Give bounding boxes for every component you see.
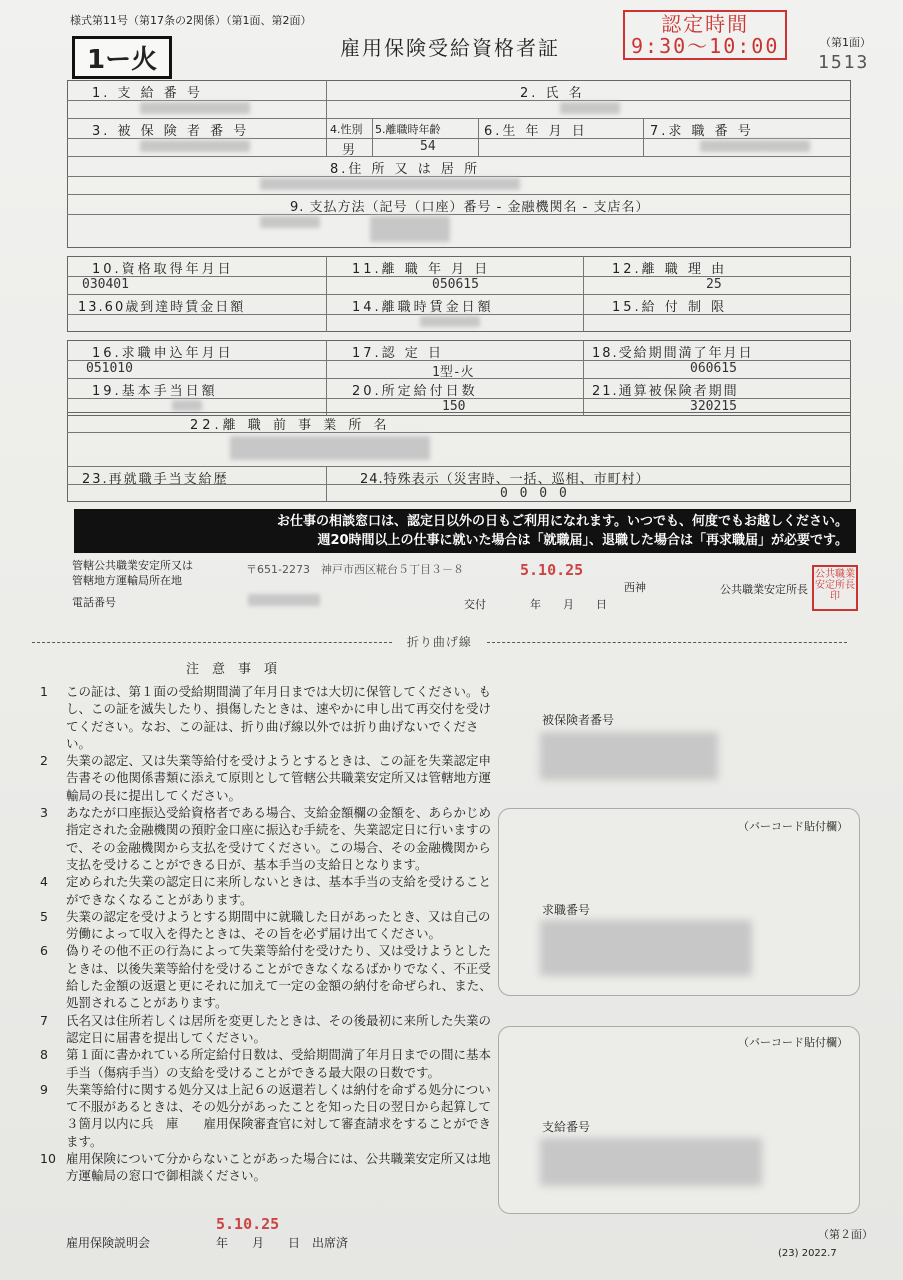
insured-number-label: 被保険者番号 xyxy=(542,713,615,727)
office-label-a: 管轄公共職業安定所又は xyxy=(72,559,193,572)
briefing-label: 雇用保険説明会 xyxy=(66,1236,151,1250)
age-value: 54 xyxy=(420,139,436,154)
side-label: （第1面） xyxy=(820,36,871,49)
redacted-payment-number xyxy=(140,102,250,114)
benefit-days-value: 150 xyxy=(442,399,466,414)
label-payment-method: 9. 支払方法（記号（口座）番号 - 金融機関名 - 支店名） xyxy=(290,200,650,215)
notice-banner xyxy=(74,509,856,553)
redacted-daily-allowance xyxy=(172,400,202,411)
label-insured-period: 21.通算被保険者期間 xyxy=(592,384,739,399)
fold-line-label: 折り曲げ線 xyxy=(406,635,472,649)
label-sep-wage: 14.離職時賃金日額 xyxy=(352,300,494,315)
label-acq-date: 10.資格取得年月日 xyxy=(92,262,234,277)
attended-label: 年 月 日 出席済 xyxy=(216,1236,349,1250)
notice-line-1: お仕事の相談窓口は、認定日以外の日もご利用になれます。いつでも、何度でもお越しください。 xyxy=(277,514,848,529)
official-seal: 公共職業安定所長印 xyxy=(812,565,858,611)
fold-line xyxy=(32,633,872,650)
label-recognition-day: 17.認 定 日 xyxy=(352,346,444,361)
label-apply-date: 16.求職申込年月日 xyxy=(92,346,234,361)
recognition-time-value: 9:30～10:00 xyxy=(631,34,780,58)
phone-label: 電話番号 xyxy=(72,596,116,609)
note-item: 3 あなたが口座振込受給資格者である場合、支給金額欄の金額を、あらかじめ指定された金融機関の預貯金口座に振込む手続を、失業認定日に行いますので、その金融機関から支払を受けてください。この場合、その金融機関から支払を受けることができる日が、基本手当の支給日となります。 xyxy=(40,805,492,872)
redacted-employer xyxy=(230,436,430,460)
redacted-job-number xyxy=(700,140,810,152)
side2-label: （第２面） xyxy=(818,1228,873,1241)
redacted-insured-barcode xyxy=(540,732,718,780)
note-item: 1 この証は、第１面の受給期間満了年月日までは大切に保管してください。もし、この証を滅失したり、損傷したときは、速やかに申し出て再交付を受けてください。なお、この証は、折り曲げ線以外では折り曲げないでください。 xyxy=(40,684,492,751)
label-sep-date: 11.離 職 年 月 日 xyxy=(352,262,491,277)
table-employer xyxy=(67,412,851,502)
office-address: 〒651-2273 神戸市西区糀台５丁目３－８ xyxy=(246,563,464,576)
office-label-b: 管轄地方運輸局所在地 xyxy=(72,574,182,587)
label-60yr-wage: 13.60歳到達時賃金日額 xyxy=(78,300,246,315)
issued-date-label: 交付 年 月 日 xyxy=(464,598,607,611)
handwritten-tag: 1ー火 xyxy=(72,36,172,79)
redacted-sep-wage xyxy=(420,316,480,327)
redacted-payment-barcode xyxy=(540,1138,762,1186)
office-title: 公共職業安定所長 xyxy=(720,583,808,596)
label-birth-date: 6.生 年 月 日 xyxy=(484,124,588,139)
notice-line-2: 週20時間以上の仕事に就いた場合は「就職届」、退職した場合は「再求職届」が必要です。 xyxy=(317,533,848,548)
notes-list xyxy=(40,683,495,1185)
form-number: 様式第11号（第17条の2関係）（第1面、第2面） xyxy=(70,14,312,27)
recognition-day-value: 1型-火 xyxy=(432,365,474,380)
note-item: 9 失業等給付に関する処分又は上記６の返還若しくは納付を命ずる処分について不服があるときは、その処分があったことを知った日の翌日から起算して３箇月以内に兵 庫 雇用保険審査官に対して審査請求をすることができます。 xyxy=(40,1081,492,1149)
label-prev-employer: 22.離 職 前 事 業 所 名 xyxy=(190,418,391,433)
attended-date-stamp: 5.10.25 xyxy=(216,1215,280,1233)
apply-date-value: 051010 xyxy=(86,361,133,376)
gender-value: 男 xyxy=(342,143,356,158)
note-item: 8 第１面に書かれている所定給付日数は、受給期間満了年月日までの間に基本手当（傷病手当）の支給を受けることができる最大限の日数です。 xyxy=(40,1047,492,1080)
label-name: 2. 氏 名 xyxy=(520,86,585,101)
job-number-label: 求職番号 xyxy=(542,903,591,917)
recognition-time-stamp xyxy=(623,10,787,60)
redacted-phone xyxy=(248,594,320,606)
label-restriction: 15.給 付 制 限 xyxy=(612,300,728,315)
label-special: 24.特殊表示（災害時、一括、巡相、市町村） xyxy=(360,472,650,487)
note-item: 6 偽りその他不正の行為によって失業等給付を受けたり、又は受けようとしたときは、以後失業等給付を受けることができなくなるばかりでなく、不正受給した金額の返還と更にそれに加えて一定の金額の納付を命ぜられ、また、処罰されることがあります。 xyxy=(40,943,492,1011)
barcode-label-1: （バーコード貼付欄） xyxy=(738,820,848,833)
payment-number-label: 支給番号 xyxy=(542,1120,591,1134)
label-benefit-days: 20.所定給付日数 xyxy=(352,384,478,399)
note-item: 5 失業の認定を受けようとする期間中に就職した日があったとき、又は自己の労働によって収入を得たときは、その旨を必ず届け出てください。 xyxy=(40,908,491,942)
redacted-address xyxy=(260,178,520,190)
note-item: 10 雇用保険について分からないことがあった場合には、公共職業安定所又は地方運輸局の窓口で御相談ください。 xyxy=(40,1151,491,1184)
redacted-insured-number xyxy=(140,140,250,152)
recognition-time-label: 認定時間 xyxy=(661,12,750,36)
document-title: 雇用保険受給資格者証 xyxy=(340,36,560,60)
barcode-label-2: （バーコード貼付欄） xyxy=(738,1036,848,1049)
label-insured-number: 3. 被 保 険 者 番 号 xyxy=(92,124,250,139)
redacted-account xyxy=(260,216,320,228)
expiry-date-value: 060615 xyxy=(690,361,737,376)
note-item: 4 定められた失業の認定日に来所しないときは、基本手当の支給を受けることができなくなることがあります。 xyxy=(40,874,492,907)
sep-reason-value: 25 xyxy=(706,277,722,292)
notes-heading: 注 意 事 項 xyxy=(186,662,278,677)
label-address: 8.住 所 又 は 居 所 xyxy=(330,162,481,177)
label-gender: 4.性別 xyxy=(330,123,363,136)
redacted-name xyxy=(560,102,620,114)
label-daily-allowance: 19.基本手当日額 xyxy=(92,384,218,399)
label-expiry-date: 18.受給期間満了年月日 xyxy=(592,346,754,361)
issue-date-stamp: 5.10.25 xyxy=(520,561,584,579)
label-reemployment: 23.再就職手当支給歴 xyxy=(82,472,229,487)
handwritten-number: 1513 xyxy=(818,52,870,73)
note-item: 2 失業の認定、又は失業等給付を受けようとするときは、この証を失業認定申告書その他関係書類に添えて原則として管轄公共職業安定所又は管轄地方運輸局の長に提出してください。 xyxy=(40,753,492,803)
form-version: (23) 2022.7 xyxy=(778,1248,837,1259)
redacted-job-barcode xyxy=(540,920,752,976)
acq-date-value: 030401 xyxy=(82,277,129,292)
sep-date-value: 050615 xyxy=(432,277,479,292)
note-item: 7 氏名又は住所若しくは居所を変更したときは、その後最初に来所した失業の認定日に届書を提出してください。 xyxy=(40,1012,492,1045)
label-age: 5.離職時年齢 xyxy=(375,123,441,136)
insured-period-value: 320215 xyxy=(690,399,737,414)
redacted-bank xyxy=(370,216,450,242)
office-name: 西神 xyxy=(624,581,646,594)
label-job-number: 7.求 職 番 号 xyxy=(650,124,754,139)
label-payment-number: 1. 支 給 番 号 xyxy=(92,86,203,101)
special-code-value: 0 0 0 0 xyxy=(500,486,569,501)
label-sep-reason: 12.離 職 理 由 xyxy=(612,262,728,277)
